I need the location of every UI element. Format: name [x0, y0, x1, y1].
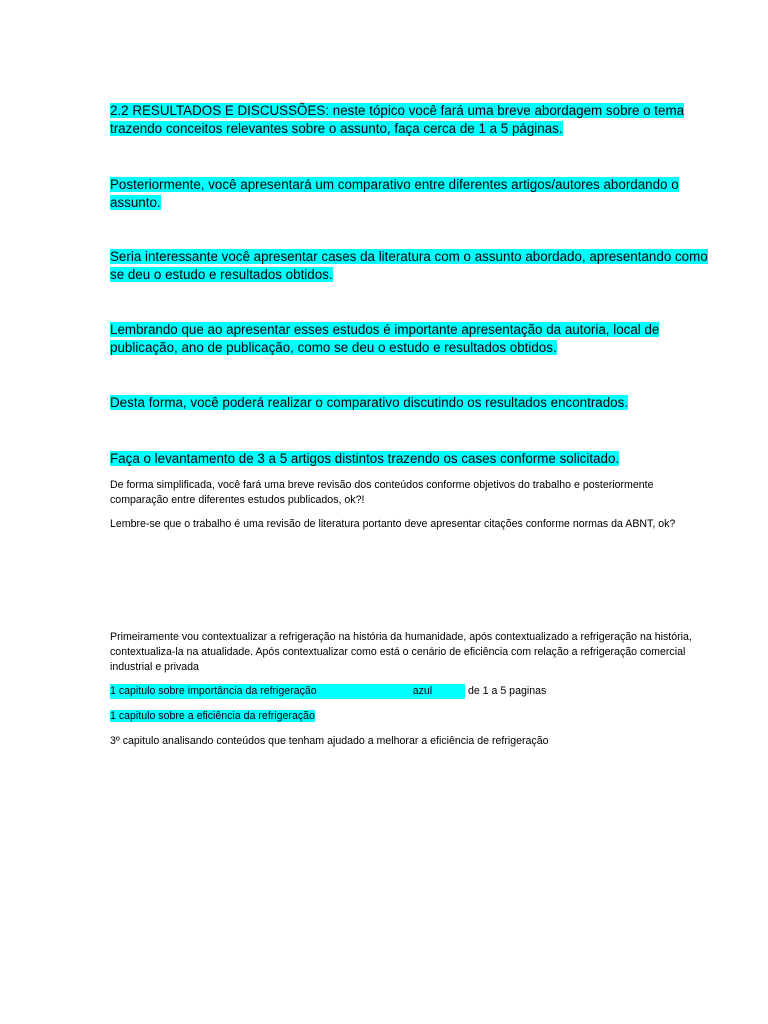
highlighted-paragraph-survey: [110, 450, 710, 468]
highlighted-text: Seria interessante você apresentar cases da literatura com o assunto abordado, apresentando como se deu o estudo e resultados obtidos.: [110, 249, 708, 282]
highlighted-text: Lembrando que ao apresentar esses estudos é importante apresentação da autoria, local de publicação, ano de publicação, como se deu o estudo e resultados obtidos.: [110, 322, 660, 355]
highlighted-text: Posteriormente, você apresentará um comparativo entre diferentes artigos/autores abordando o assunto.: [110, 177, 679, 210]
note-paragraph-abnt: Lembre-se que o trabalho é uma revisão de literatura portanto deve apresentar citações conforme normas da ABNT, ok?: [110, 518, 676, 530]
highlighted-text: Desta forma, você poderá realizar o comparativo discutindo os resultados encontrados.: [110, 395, 629, 410]
chapter-1-color-word: azul: [412, 685, 433, 697]
highlighted-text: 2.2 RESULTADOS E DISCUSSÕES: neste tópico você fará uma breve abordagem sobre o tema trazendo conceitos relevantes sobre o assunto, faça cerca de 1 a 5 páginas.: [110, 103, 685, 136]
highlighted-paragraph-results: [110, 102, 710, 138]
highlighted-paragraph-comparison: [110, 176, 710, 212]
chapter-3-line: 3º capitulo analisando conteúdos que tenham ajudado a melhorar a eficiência de refrigeração: [110, 735, 549, 747]
note-paragraph-simplified: De forma simplificada, você fará uma breve revisão dos conteúdos conforme objetivos do trabalho e posteriormente comparação entre diferentes estudos publicados, ok?!: [110, 479, 654, 506]
chapter-1-title: 1 capitulo sobre importância da refrigeração: [110, 685, 317, 697]
highlighted-paragraph-authorship: [110, 321, 710, 357]
highlighted-text: Faça o levantamento de 3 a 5 artigos distintos trazendo os cases conforme solicitado.: [110, 451, 620, 466]
highlighted-paragraph-cases: [110, 248, 710, 284]
chapter-1-pages-note: de 1 a 5 paginas: [465, 685, 547, 697]
highlighted-paragraph-discussion: [110, 394, 710, 412]
chapter-2-line: [110, 709, 315, 724]
chapter-1-highlight: [110, 684, 465, 699]
plan-intro-paragraph: Primeiramente vou contextualizar a refrigeração na história da humanidade, após contextualizado a refrigeração na história, contextualiza-la na atualidade. Após contextualizar como está o cenário de eficiência com relação a refrigeração comercial industrial e privada: [110, 631, 692, 673]
chapter-2-text: 1 capitulo sobre a eficiência da refrigeração: [110, 710, 315, 722]
chapter-1-line: [110, 684, 546, 699]
